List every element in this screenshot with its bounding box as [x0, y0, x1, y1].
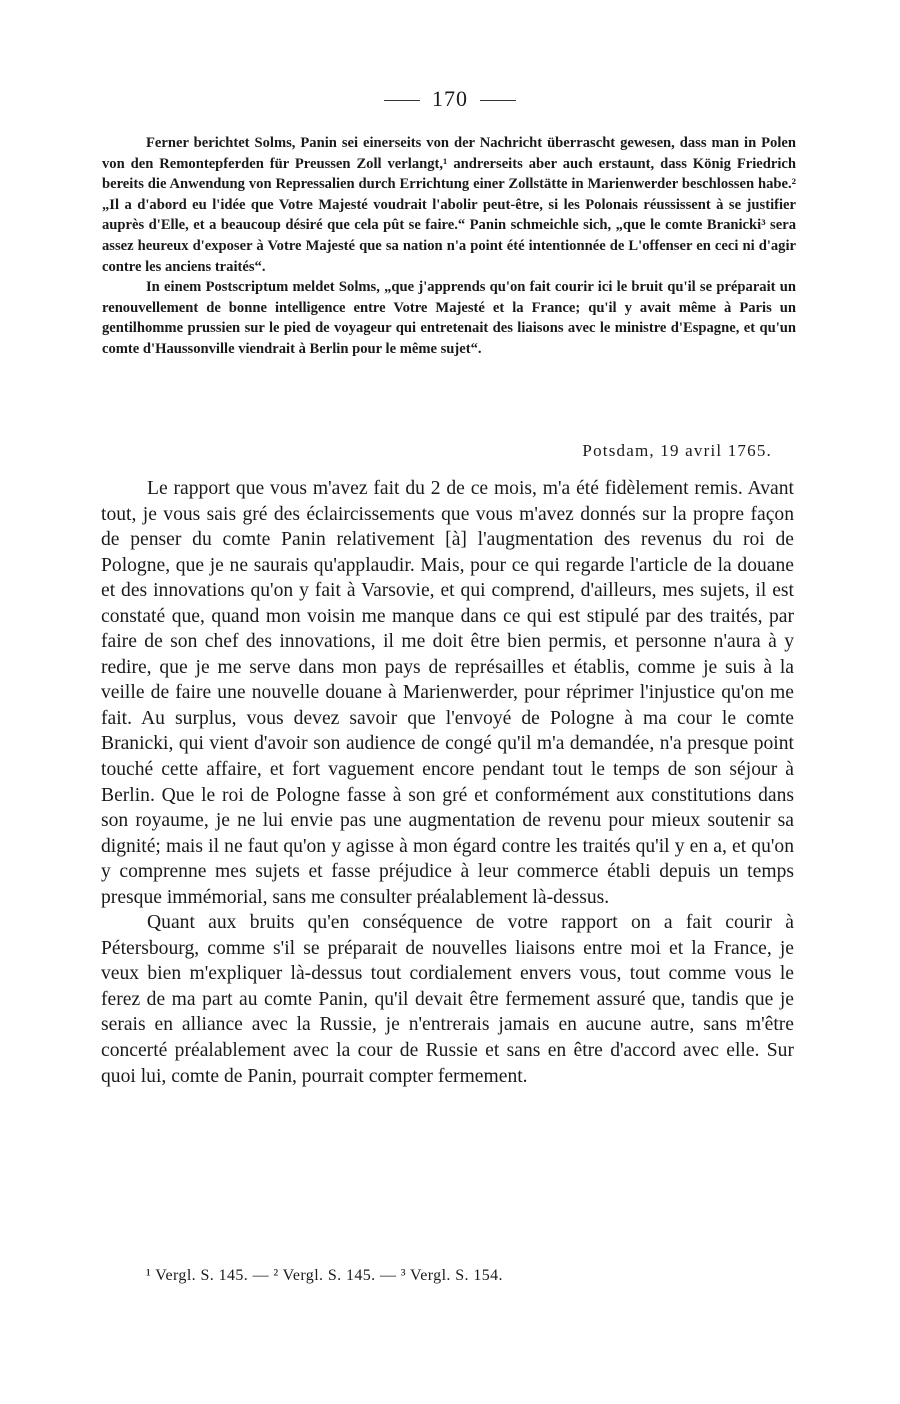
summary-paragraph-1: Ferner berichtet Solms, Panin sei einerseits von der Nachricht überrascht gewesen, dass man in Polen von den Remontepferden für Preussen Zoll verlangt,¹ andrerseits aber auch erstaunt, dass König Friedrich bereits die Anwendung von Repressalien durch Errichtung einer Zollstätte in Marienwerder beschlossen habe.² „Il a d'abord eu l'idée que Votre Majesté voudrait l'abolir peut-être, si les Polonais réussissent à se justifier auprès d'Elle, et a beaucoup désiré que cela pût se faire.“ Panin schmeichle sich, „que le comte Branicki³ sera assez heureux d'exposer à Votre Majesté que sa nation n'a point été intentionnée de L'offenser en ceci ni d'agir contre les anciens traités“.: [102, 135, 796, 275]
letter-dateline: Potsdam, 19 avril 1765.: [582, 441, 772, 460]
editorial-summary: [102, 133, 796, 360]
page-number-text: 170: [432, 86, 468, 111]
summary-paragraph-2: In einem Postscriptum meldet Solms, „que j'apprends qu'on fait courir ici le bruit qu'il se préparait un renouvellement de bonne intelligence entre Votre Majesté et la France; qu'il y avait même à Paris un gentilhomme prussien sur le pied de voyageur qui entretenait des liaisons avec le ministre d'Espagne, et qu'un comte d'Haussonville viendrait à Berlin pour le même sujet“.: [102, 279, 796, 357]
letter-paragraph-2: Quant aux bruits qu'en conséquence de votre rapport on a fait courir à Pétersbourg, comme s'il se préparait de nouvelles liaisons entre moi et la France, je veux bien m'expliquer là-dessus tout cordialement envers vous, tout comme vous le ferez de ma part au comte Panin, qu'il devait être fermement assuré que, tandis que je serais en alliance avec la Russie, je n'entrerais jamais en aucune autre, sans m'être concerté préalablement avec la cour de Russie et sans en être d'accord avec elle. Sur quoi lui, comte de Panin, pourrait compter fermement.: [101, 912, 794, 1087]
page-number-dash-left: [384, 100, 420, 101]
footnotes: ¹ Vergl. S. 145. — ² Vergl. S. 145. — ³ Vergl. S. 154.: [146, 1267, 503, 1284]
letter-body: [101, 476, 794, 1089]
page-number-dash-right: [480, 100, 516, 101]
letter-paragraph-1: Le rapport que vous m'avez fait du 2 de ce mois, m'a été fidèlement remis. Avant tout, je vous sais gré des éclaircissements que vous m'avez donnés sur la propre façon de penser du comte Panin relativement [à] l'augmentation des revenus du roi de Pologne, que je ne saurais qu'applaudir. Mais, pour ce qui regarde l'article de la douane et des innovations qu'on y fait à Varsovie, et qui comprend, d'ailleurs, mes sujets, il est constaté que, quand mon voisin me manque dans ce qui est stipulé par des traités, par faire de son chef des innovations, il me doit être bien permis, et personne n'aura à y redire, que je me serve dans mon pays de représailles et établis, comme je suis à la veille de faire une nouvelle douane à Marienwerder, pour réprimer l'injustice qu'on me fait. Au surplus, vous devez savoir que l'envoyé de Pologne à ma cour le comte Branicki, qui vient d'avoir son audience de congé qu'il m'a demandée, n'a presque point touché cette affaire, et fort vaguement encore pendant tout le temps de son séjour à Berlin. Que le roi de Pologne fasse à son gré et conformément aux constitutions dans son royaume, je ne lui envie pas une augmentation de revenu pour mieux soutenir sa dignité; mais il ne faut qu'on y agisse à mon égard contre les traités qu'il y en a, et qu'on y comprenne mes sujets et fasse préjudice à leur commerce établi depuis un temps presque immémorial, sans me consulter préalablement là-dessus.: [101, 478, 794, 908]
page-number: [0, 86, 900, 112]
